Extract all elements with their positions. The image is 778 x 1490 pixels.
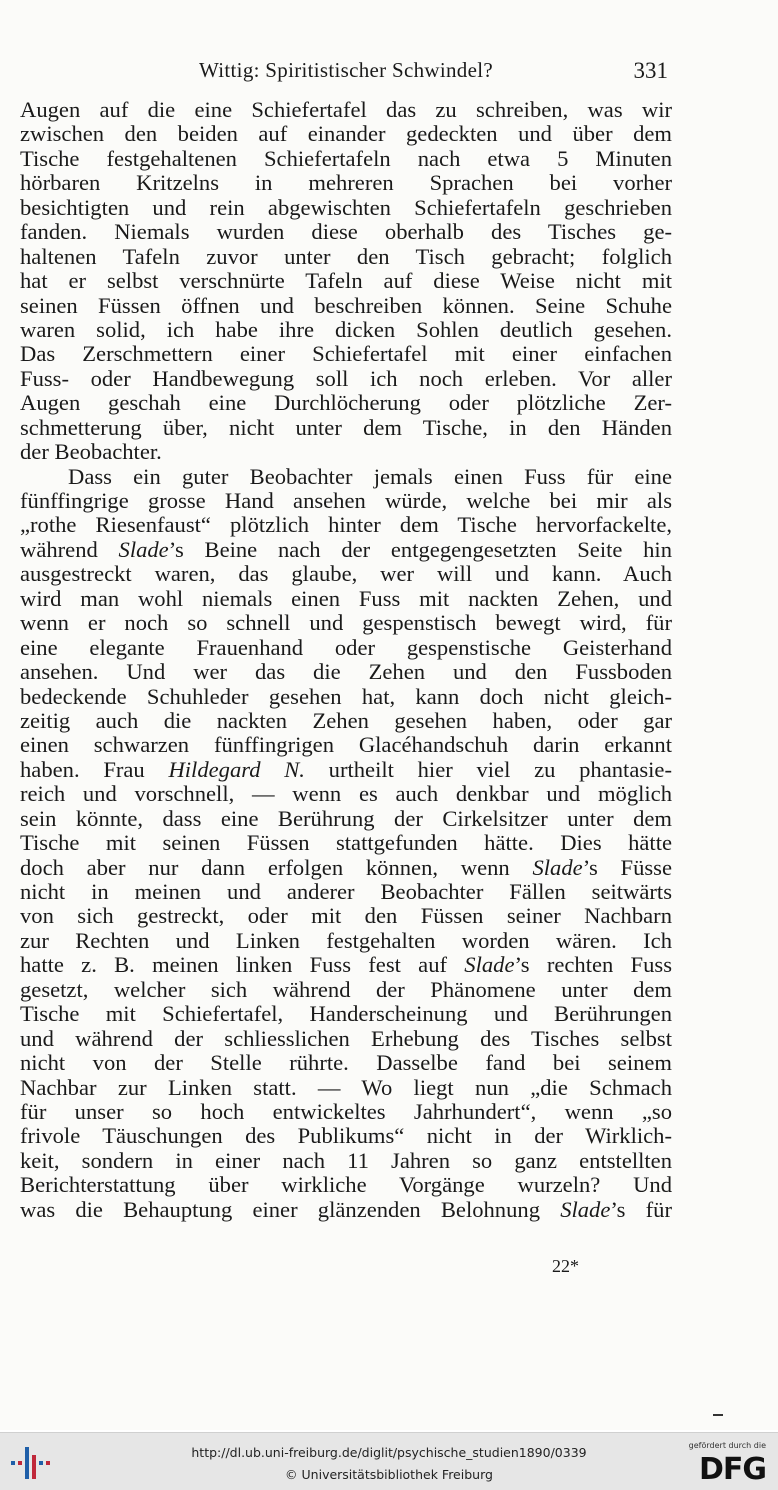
text-line: schmetterung über, nicht unter dem Tische, in den Händen bbox=[20, 414, 672, 440]
text-line: der Beobachter. bbox=[20, 439, 162, 465]
text-line: reich und vorschnell, — wenn es auch denkbar und möglich bbox=[20, 781, 672, 807]
page-number: 331 bbox=[633, 58, 668, 83]
text-line: frivole Täuschungen des Publikums“ nicht in der Wirklich- bbox=[20, 1123, 672, 1149]
text-line: haben. Frau Hildegard N. urtheilt hier viel zu phantasie- bbox=[20, 756, 672, 782]
text-line: nicht in meinen und anderer Beobachter Fällen seitwärts bbox=[20, 879, 672, 904]
text-line: Augen geschah eine Durchlöcherung oder plötzliche Zer- bbox=[20, 390, 672, 416]
text-line: keit, sondern in einer nach 11 Jahren so ganz entstellten bbox=[20, 1147, 672, 1173]
text-line: während Slade’s Beine nach der entgegengesetzten Seite hin bbox=[20, 536, 672, 562]
text-line: Berichterstattung über wirkliche Vorgänge wurzeln? Und bbox=[20, 1172, 672, 1198]
text-line: von sich gestreckt, oder mit den Füssen seiner Nachbarn bbox=[20, 903, 672, 929]
text-line: ansehen. Und wer das die Zehen und den Fussboden bbox=[20, 659, 672, 685]
text-line: Tische mit Schiefertafel, Handerscheinung und Berührungen bbox=[20, 1001, 672, 1027]
text-line: hat er selbst verschnürte Tafeln auf diese Weise nicht mit bbox=[20, 268, 672, 294]
running-title: Wittig: Spiritistischer Schwindel? bbox=[199, 58, 493, 82]
text-line: Nachbar zur Linken statt. — Wo liegt nun „die Schmach bbox=[20, 1074, 672, 1100]
text-line: bedeckende Schuhleder gesehen hat, kann doch nicht gleich- bbox=[20, 683, 672, 709]
text-line: und während der schliesslichen Erhebung des Tisches selbst bbox=[20, 1025, 672, 1051]
text-line: Augen auf die eine Schiefertafel das zu schreiben, was wir bbox=[20, 97, 672, 122]
text-line: hatte z. B. meinen linken Fuss fest auf Slade’s rechten Fuss bbox=[20, 952, 672, 978]
text-line: wird man wohl niemals einen Fuss mit nackten Zehen, und bbox=[20, 585, 672, 611]
text-line: zur Rechten und Linken festgehalten worden wären. Ich bbox=[20, 927, 672, 953]
text-line: nicht von der Stelle rührte. Dasselbe fand bei seinem bbox=[20, 1050, 672, 1076]
text-line: fanden. Niemals wurden diese oberhalb des Tisches ge- bbox=[20, 219, 672, 245]
text-line: fünffingrige grosse Hand ansehen würde, welche bei mir als bbox=[20, 488, 672, 513]
text-line: zeitig auch die nackten Zehen gesehen haben, oder gar bbox=[20, 707, 672, 733]
dfg-logo[interactable]: DFG bbox=[698, 1452, 766, 1487]
text-line: gesetzt, welcher sich während der Phänomene unter dem bbox=[20, 976, 672, 1002]
text-line: zwischen den beiden auf einander gedeckten und über dem bbox=[20, 121, 672, 147]
text-line: waren solid, ich habe ihre dicken Sohlen deutlich gesehen. bbox=[20, 316, 672, 342]
viewer-footer bbox=[0, 1432, 778, 1490]
text-line: hörbaren Kritzelns in mehreren Sprachen bei vorher bbox=[20, 170, 672, 196]
text-line: Das Zerschmettern einer Schiefertafel mit einer einfachen bbox=[20, 341, 672, 367]
copyright-notice: © Universitätsbibliothek Freiburg bbox=[285, 1467, 493, 1482]
running-header bbox=[20, 58, 672, 88]
text-line: haltenen Tafeln zuvor unter den Tisch gebracht; folglich bbox=[20, 243, 672, 269]
margin-dash bbox=[713, 1414, 723, 1416]
funding-note: gefördert durch die bbox=[688, 1441, 766, 1450]
text-line: einen schwarzen fünffingrigen Glacéhandschuh darin erkannt bbox=[20, 732, 672, 758]
text-line: besichtigten und rein abgewischten Schiefertafeln geschrieben bbox=[20, 194, 672, 220]
text-line: was die Behauptung einer glänzenden Belohnung Slade’s für bbox=[20, 1196, 672, 1222]
text-line: eine elegante Frauenhand oder gespenstische Geisterhand bbox=[20, 634, 672, 660]
text-line: für unser so hoch entwickeltes Jahrhundert“, wenn „so bbox=[20, 1098, 672, 1124]
body-text bbox=[20, 98, 672, 1222]
text-line: Dass ein guter Beobachter jemals einen Fuss für eine bbox=[68, 463, 672, 489]
signature-mark: 22* bbox=[552, 1256, 579, 1276]
text-line: wenn er noch so schnell und gespenstisch bewegt wird, für bbox=[20, 610, 672, 636]
text-line: seinen Füssen öffnen und beschreiben können. Seine Schuhe bbox=[20, 292, 672, 318]
text-line: sein könnte, dass eine Berührung der Cirkelsitzer unter dem bbox=[20, 805, 672, 831]
text-line: Fuss- oder Handbewegung soll ich noch erleben. Vor aller bbox=[20, 365, 672, 391]
permalink-url[interactable]: http://dl.ub.uni-freiburg.de/diglit/psychische_studien1890/0339 bbox=[191, 1445, 587, 1460]
text-line: „rothe Riesenfaust“ plötzlich hinter dem Tische hervorfackelte, bbox=[20, 512, 672, 538]
text-line: Tische festgehaltenen Schiefertafeln nach etwa 5 Minuten bbox=[20, 145, 672, 171]
text-line: doch aber nur dann erfolgen können, wenn Slade’s Füsse bbox=[20, 854, 672, 880]
text-line: ausgestreckt waren, das glaube, wer will und kann. Auch bbox=[20, 561, 672, 587]
text-line: Tische mit seinen Füssen stattgefunden hätte. Dies hätte bbox=[20, 830, 672, 856]
